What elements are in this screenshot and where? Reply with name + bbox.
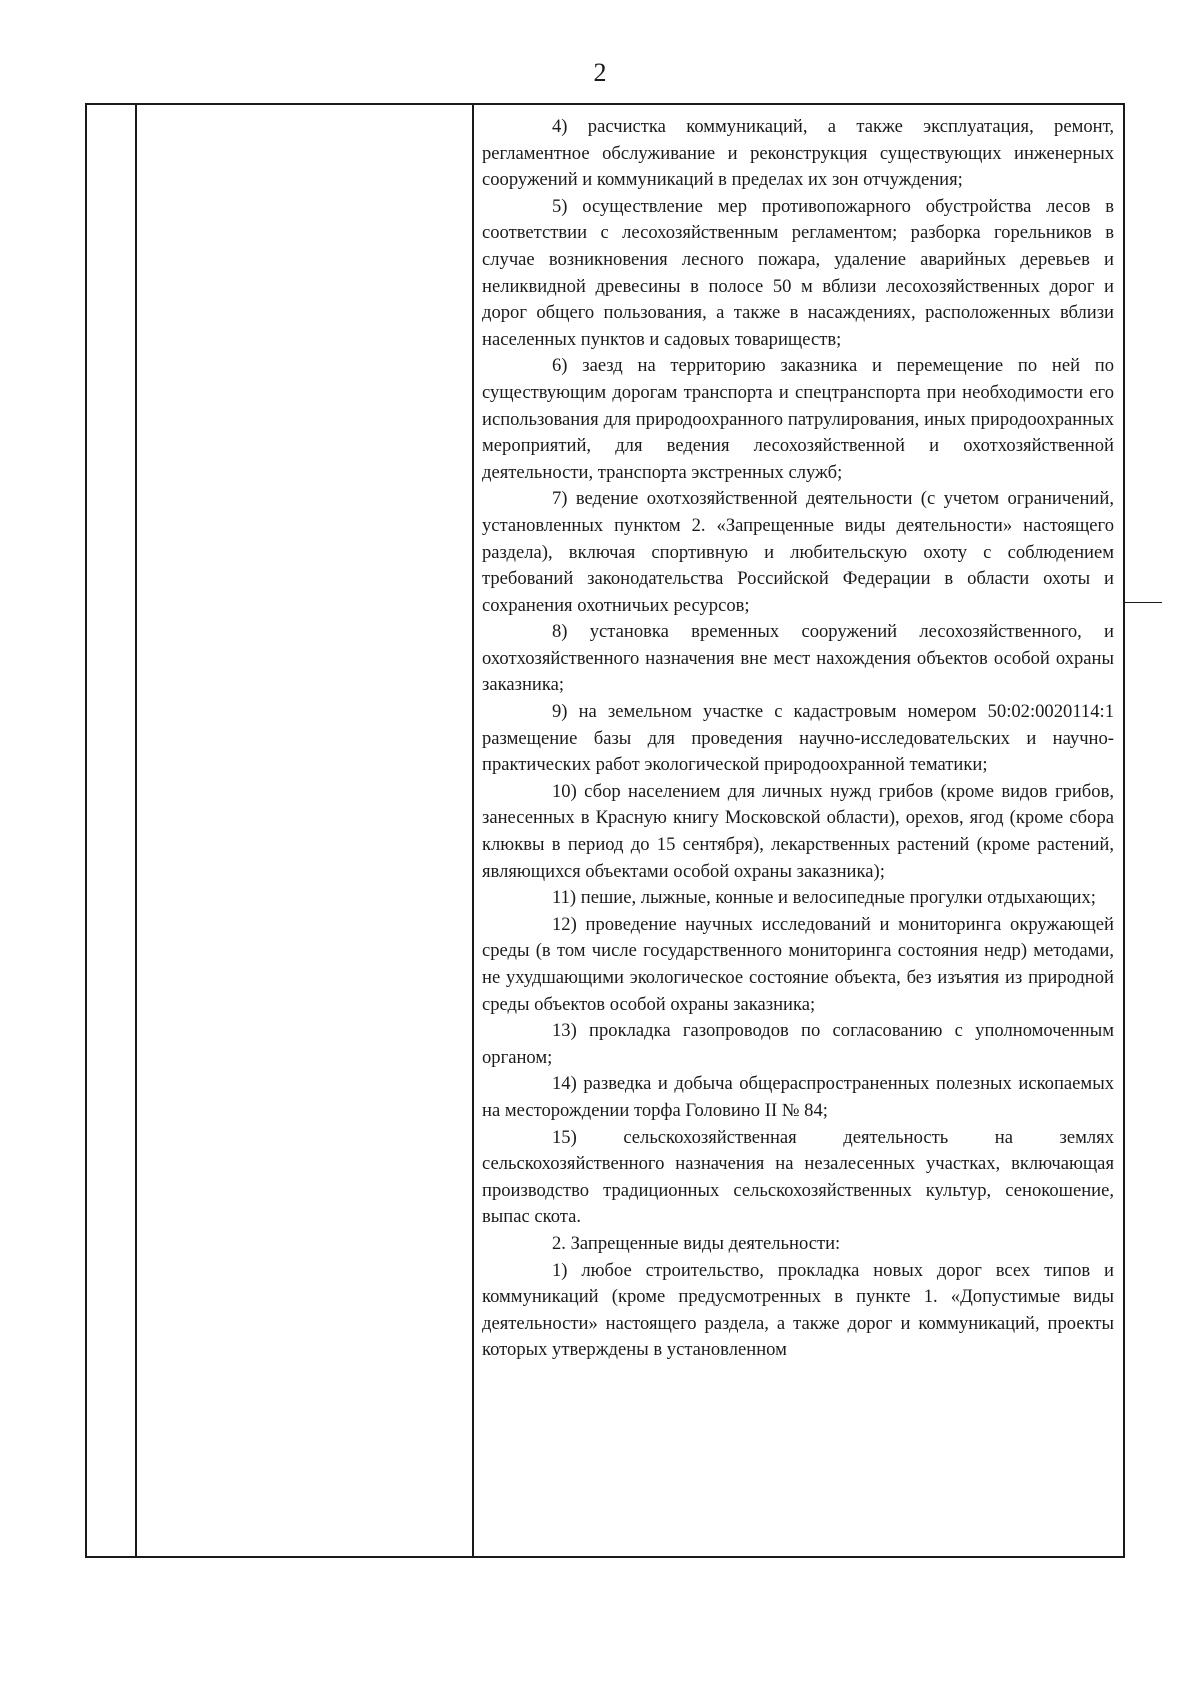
column-divider: [472, 105, 474, 1556]
column-divider: [135, 105, 137, 1556]
margin-line-mark: [1125, 602, 1162, 603]
list-item-13: 13) прокладка газопроводов по согласованию с уполномоченным органом;: [482, 1020, 1114, 1068]
section-heading: 2. Запрещенные виды деятельности:: [552, 1232, 841, 1254]
list-item-5: 5) осуществление мер противопожарного обустройства лесов в соответствии с лесохозяйственным регламентом; разборка горельников в случае возникновения лесного пожара, удаление аварийных деревьев и неликвидной древесины в полосе 50 м вблизи лесохозяйственных дорог и дорог общего пользования, а также в насаждениях, расположенных вблизи населенных пунктов и садовых товариществ;: [482, 195, 1114, 350]
list-item-11: 11) пешие, лыжные, конные и велосипедные прогулки отдыхающих;: [552, 887, 1096, 909]
page-number: 2: [593, 58, 607, 87]
list-item-15: 15) сельскохозяйственная деятельность на землях сельскохозяйственного назначения на незалесенных участках, включающая производство традиционных сельскохозяйственных культур, сенокошение, выпас скота.: [482, 1126, 1114, 1228]
list-item-9: 9) на земельном участке с кадастровым номером 50:02:0020114:1 размещение базы для проведения научно-исследовательских и научно-практических работ экологической природоохранной тематики;: [482, 701, 1114, 776]
document-table: [85, 103, 1125, 1558]
list-item-6: 6) заезд на территорию заказника и перемещение по ней по существующим дорогам транспорта и спецтранспорта при необходимости его использования для природоохранного патрулирования, иных природоохранных мероприятий, для ведения лесохозяйственной и охотхозяйственной деятельности, транспорта экстренных служб;: [482, 355, 1114, 483]
text-cell: [482, 114, 1114, 1364]
list-item-14: 14) разведка и добыча общераспространенных полезных ископаемых на месторождении торфа Головино II № 84;: [482, 1073, 1114, 1121]
list-item-10: 10) сбор населением для личных нужд грибов (кроме видов грибов, занесенных в Красную книгу Московской области), орехов, ягод (кроме сбора клюквы в период до 15 сентября), лекарственных растений (кроме растений, являющихся объектами особой охраны заказника);: [482, 780, 1114, 882]
prohibited-item-1: 1) любое строительство, прокладка новых дорог всех типов и коммуникаций (кроме предусмотренных в пункте 1. «Допустимые виды деятельности» настоящего раздела, а также дорог и коммуникаций, проекты которых утверждены в установленном: [482, 1259, 1114, 1361]
list-item-4: 4) расчистка коммуникаций, а также эксплуатация, ремонт, регламентное обслуживание и реконструкция существующих инженерных сооружений и коммуникаций в пределах их зон отчуждения;: [482, 116, 1114, 191]
list-item-7: 7) ведение охотхозяйственной деятельности (с учетом ограничений, установленных пунктом 2. «Запрещенные виды деятельности» настоящего раздела), включая спортивную и любительскую охоту с соблюдением требований законодательства Российской Федерации в области охоты и сохранения охотничьих ресурсов;: [482, 488, 1114, 616]
list-item-12: 12) проведение научных исследований и мониторинга окружающей среды (в том числе государственного мониторинга состояния недр) методами, не ухудшающими экологическое состояние объекта, без изъятия из природной среды объектов особой охраны заказника;: [482, 913, 1114, 1015]
list-item-8: 8) установка временных сооружений лесохозяйственного, и охотхозяйственного назначения вне мест нахождения объектов особой охраны заказника;: [482, 621, 1114, 696]
